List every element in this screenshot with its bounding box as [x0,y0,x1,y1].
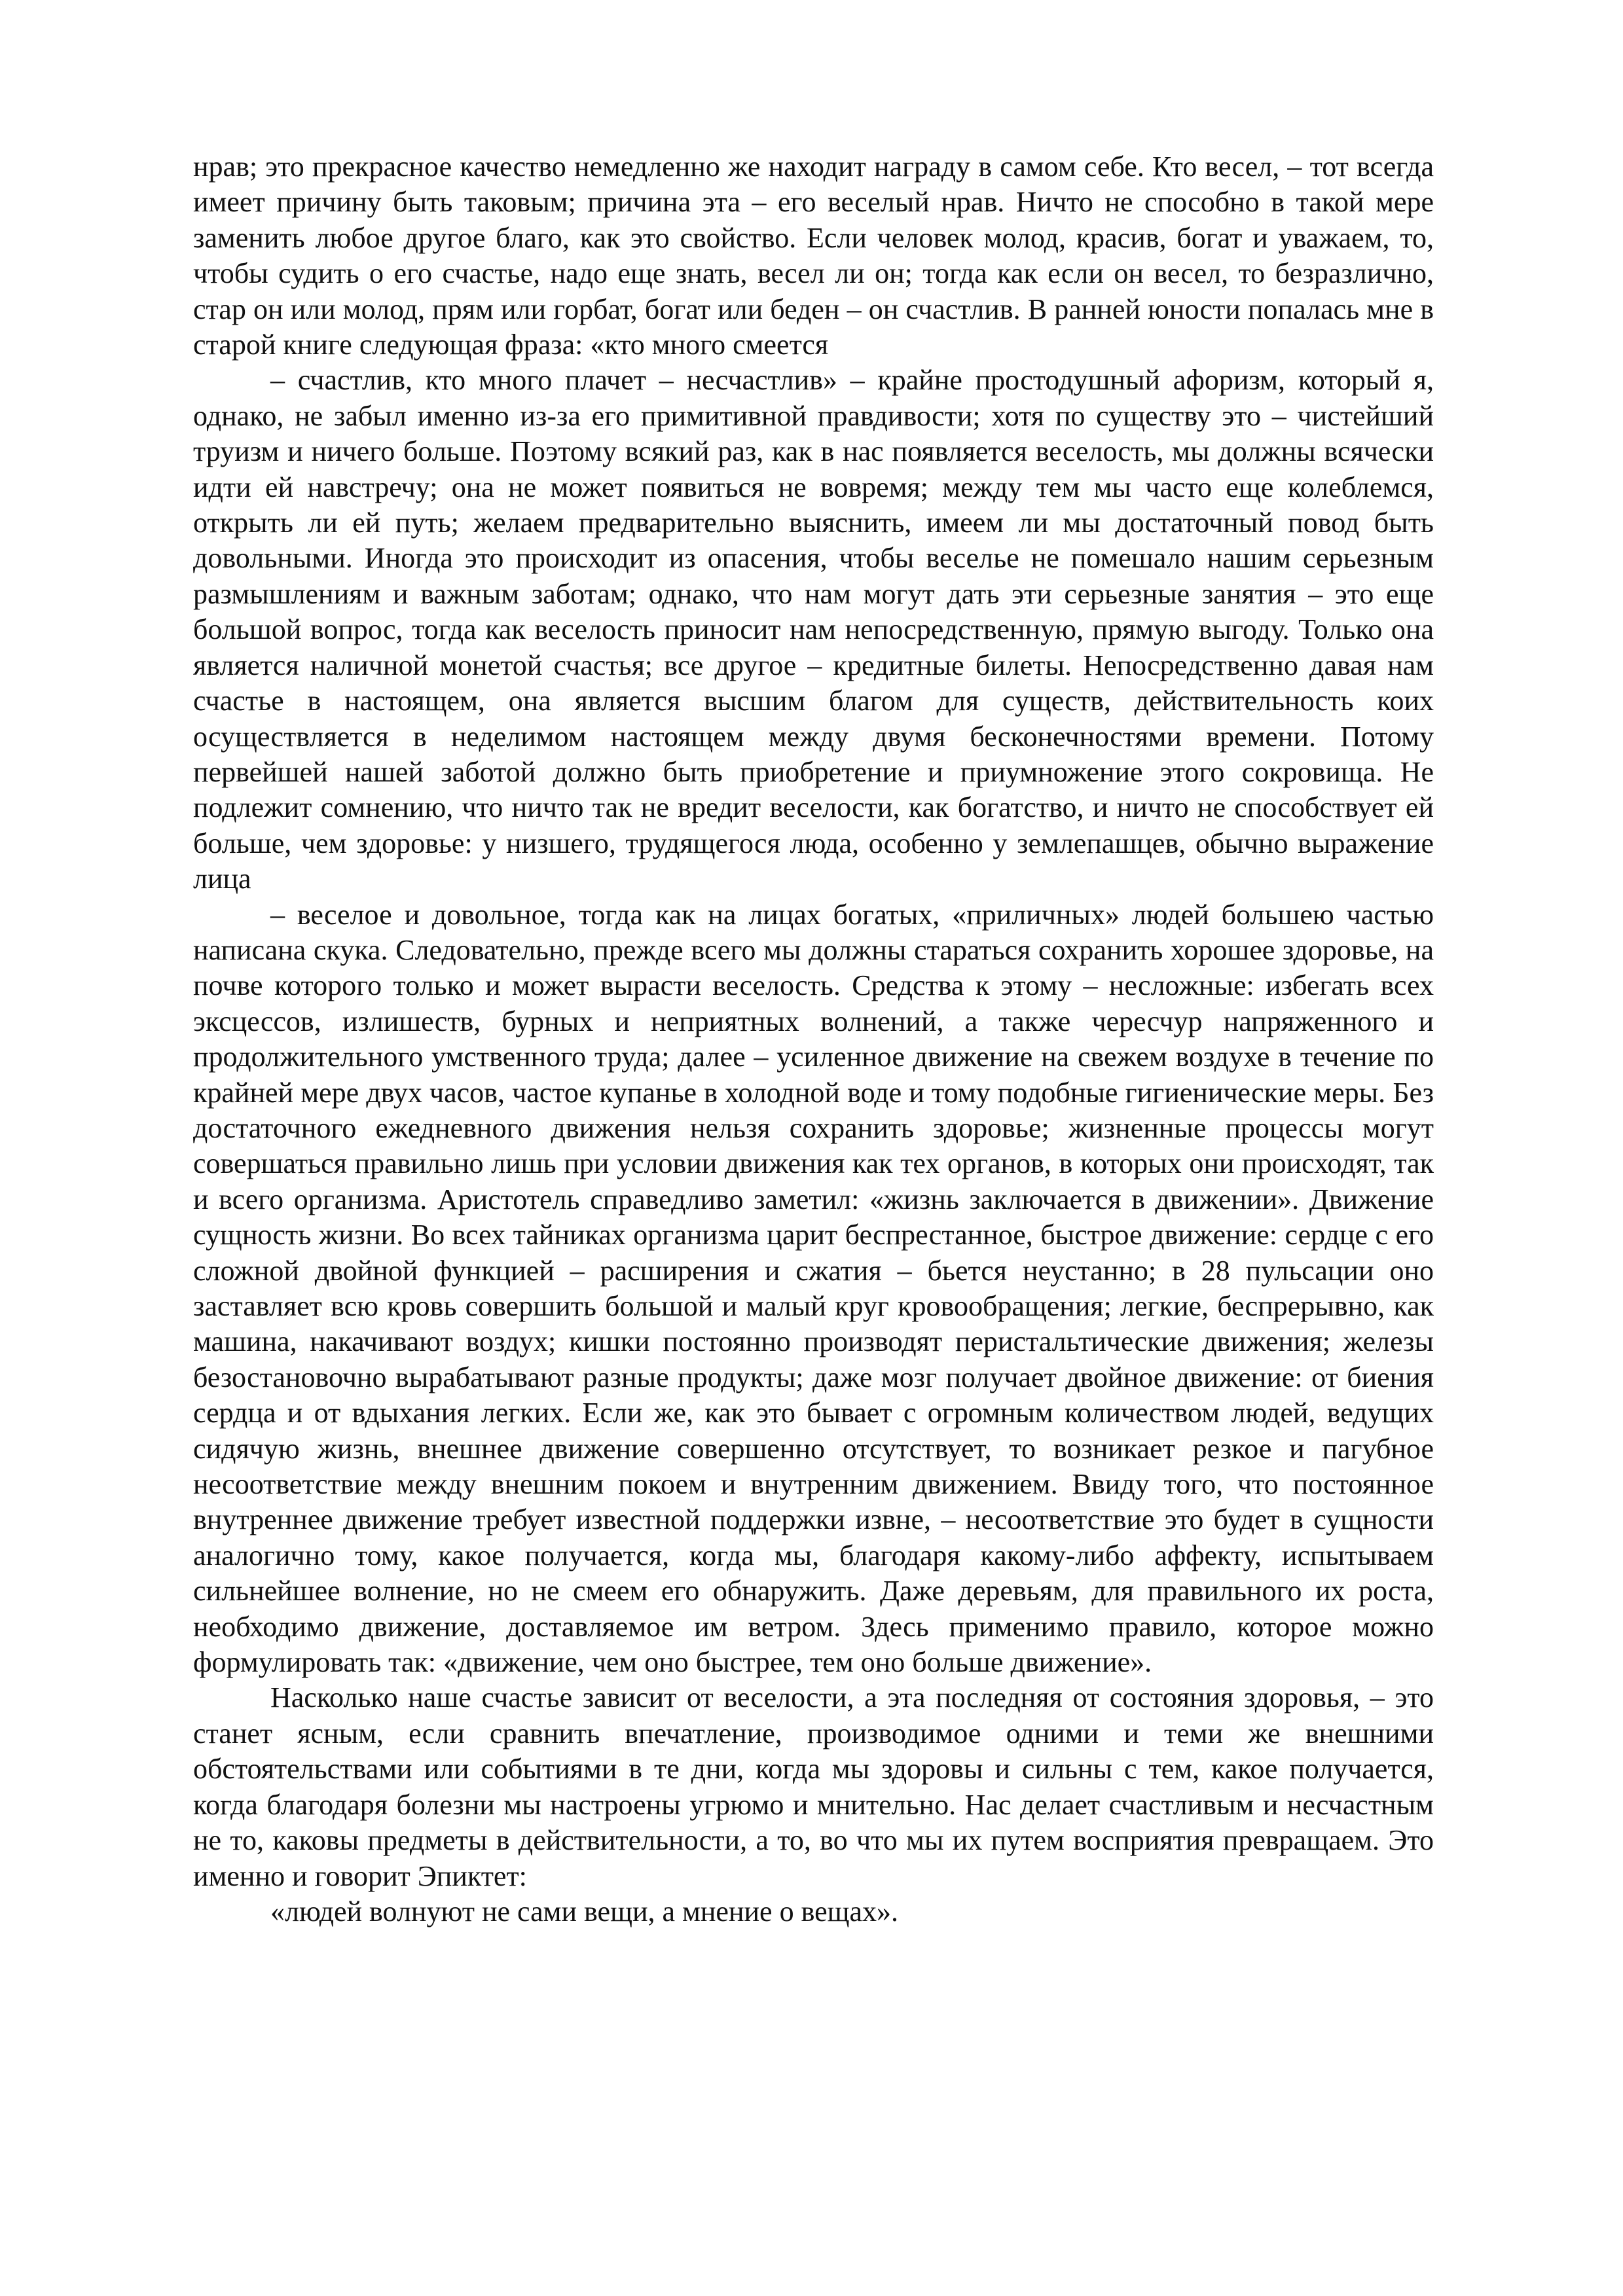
paragraph-1: нрав; это прекрасное качество немедленно же находит награду в самом себе. Кто весел, – тот всегда имеет причину быть таковым; причина эта – его веселый нрав. Ничто не способно в такой мере заменить любое другое благо, как это свойство. Если человек молод, красив, богат и уважаем, то, чтобы судить о его счастье, надо еще знать, весел ли он; тогда как если он весел, то безразлично, стар он или молод, прям или горбат, богат или беден – он счастлив. В ранней юности попалась мне в старой книге следующая фраза: «кто много смеется [193,151,1434,361]
paragraph-5: «людей волнуют не сами вещи, а мнение о вещах». [270,1895,899,1928]
paragraph-4: Насколько наше счастье зависит от веселости, а эта последняя от состояния здоровья, – это станет ясным, если сравнить впечатление, производимое одними и теми же внешними обстоятельствами или событиями в те дни, когда мы здоровы и сильны с тем, какое получается, когда благодаря болезни мы настроены угрюмо и мнительно. Нас делает счастливым и несчастным не то, каковы предметы в действительности, а то, во что мы их путем восприятия превращаем. Это именно и говорит Эпиктет: [193,1681,1434,1892]
paragraph-3: – веселое и довольное, тогда как на лицах богатых, «приличных» людей большею частью написана скука. Следовательно, прежде всего мы должны стараться сохранить хорошее здоровье, на почве которого только и может вырасти веселость. Средства к этому – несложные: избегать всех эксцессов, излишеств, бурных и неприятных волнений, а также чересчур напряженного и продолжительного умственного труда; далее – усиленное движение на свежем воздухе в течение по крайней мере двух часов, частое купанье в холодной воде и тому подобные гигиенические меры. Без достаточного ежедневного движения нельзя сохранить здоровье; жизненные процессы могут совершаться правильно лишь при условии движения как тех органов, в которых они происходят, так и всего организма. Аристотель справедливо заметил: «жизнь заключается в движении». Движение сущность жизни. Во всех тайниках организма царит беспрестанное, быстрое движение: сердце с его сложной двойной функцией – расширения и сжатия – бьется неустанно; в 28 пульсации оно заставляет всю кровь совершить большой и малый круг кровообращения; легкие, беспрерывно, как машина, накачивают воздух; кишки постоянно производят перистальтические движения; железы безостановочно вырабатывают разные продукты; даже мозг получает двойное движение: от биения сердца и от вдыхания легких. Если же, как это бывает с огромным количеством людей, ведущих сидячую жизнь, внешнее движение совершенно отсутствует, то возникает резкое и пагубное несоответствие между внешним покоем и внутренним движением. Ввиду того, что постоянное внутреннее движение требует известной поддержки извне, – несоответствие это будет в сущности аналогично тому, какое получается, когда мы, благодаря какому-либо аффекту, испытываем сильнейшее волнение, но не смеем его обнаружить. Даже деревьям, для правильного их роста, необходимо движение, доставляемое им ветром. Здесь применимо правило, которое можно формулировать так: «движение, чем оно быстрее, тем оно больше движение». [193,898,1434,1679]
document-body [193,149,1434,1929]
paragraph-2: – счастлив, кто много плачет – несчастлив» – крайне простодушный афоризм, который я, однако, не забыл именно из-за его примитивной правдивости; хотя по существу это – чистейший труизм и ничего больше. Поэтому всякий раз, как в нас появляется веселость, мы должны всячески идти ей навстречу; она не может появиться не вовремя; между тем мы часто еще колеблемся, открыть ли ей путь; желаем предварительно выяснить, имеем ли мы достаточный повод быть довольными. Иногда это происходит из опасения, чтобы веселье не помешало нашим серьезным размышлениям и важным заботам; однако, что нам могут дать эти серьезные занятия – это еще большой вопрос, тогда как веселость приносит нам непосредственную, прямую выгоду. Только она является наличной монетой счастья; все другое – кредитные билеты. Непосредственно давая нам счастье в настоящем, она является высшим благом для существ, действительность коих осуществляется в неделимом настоящем между двумя бесконечностями времени. Потому первейшей нашей заботой должно быть приобретение и приумножение этого сокровища. Не подлежит сомнению, что ничто так не вредит веселости, как богатство, и ничто не способствует ей больше, чем здоровье: у низшего, трудящегося люда, особенно у землепашцев, обычно выражение лица [193,364,1434,895]
